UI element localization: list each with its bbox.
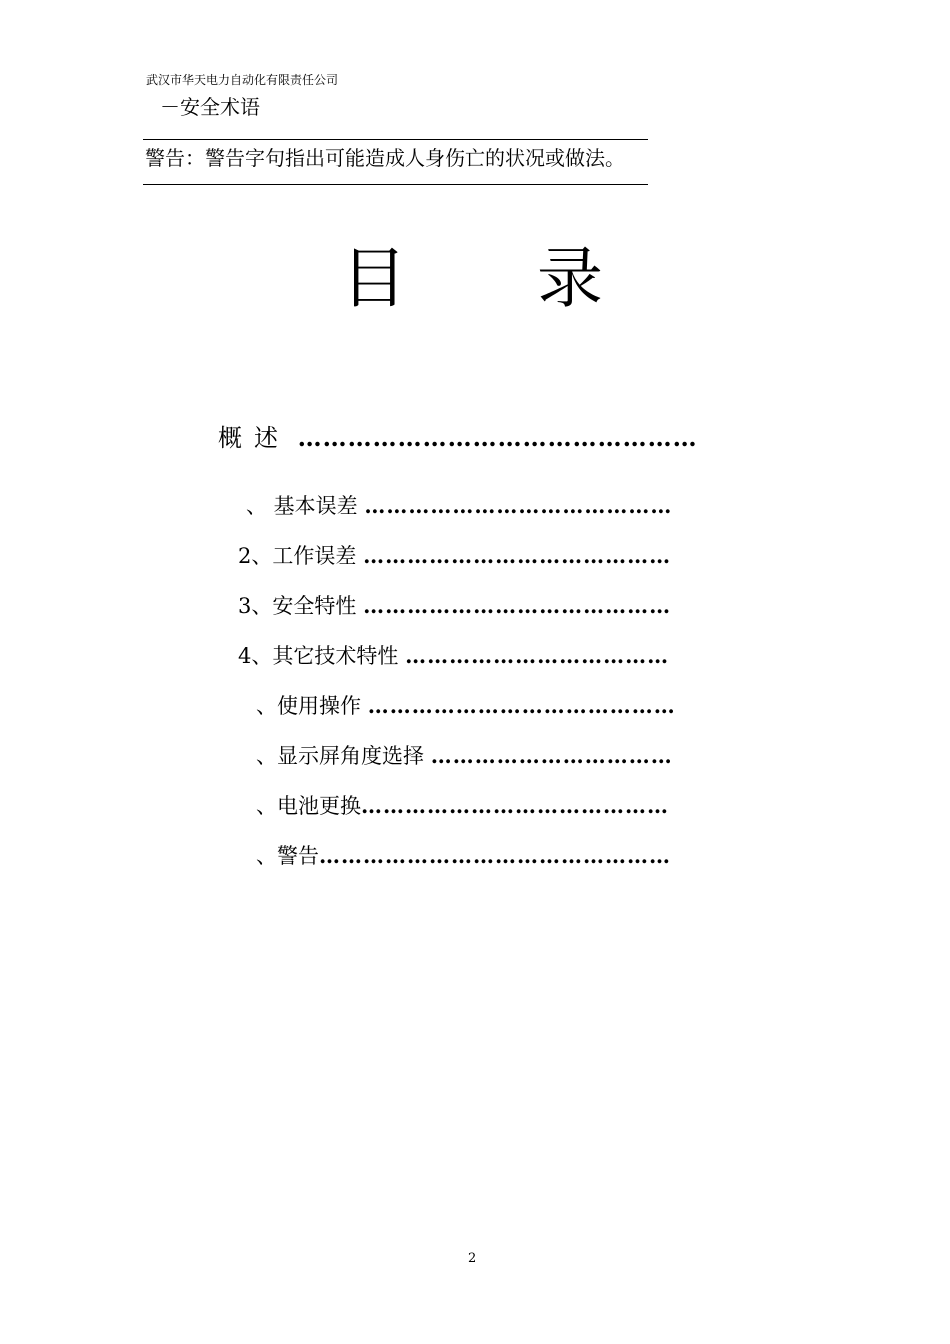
- toc-entry-label: 、警告: [256, 844, 319, 868]
- toc-entry[interactable]: [256, 791, 669, 821]
- warning-statement: 警告：警告字句指出可能造成人身伤亡的状况或做法。: [145, 146, 625, 170]
- toc-entry[interactable]: [256, 691, 676, 721]
- toc-leader-dots: ……………………………………: [364, 493, 673, 518]
- toc-leader-dots: …………………………………………: [319, 843, 671, 868]
- toc-leader-dots: ……………………………………: [361, 793, 669, 818]
- toc-leader-dots: ……………………………………: [363, 593, 672, 618]
- toc-entry[interactable]: [256, 741, 673, 771]
- toc-entry[interactable]: [246, 491, 672, 521]
- toc-entry[interactable]: [238, 641, 669, 671]
- toc-entry-label: 、使用操作: [256, 694, 361, 718]
- toc-entry-label: 4、其它技术特性: [238, 644, 399, 668]
- toc-entry-label: 3、安全特性: [238, 594, 357, 618]
- toc-entry[interactable]: [256, 841, 671, 871]
- toc-leader-dots: ……………………………: [430, 743, 673, 768]
- toc-entry[interactable]: [238, 591, 671, 621]
- company-name: 武汉市华天电力自动化有限责任公司: [146, 73, 339, 87]
- toc-entry-label: 、 基本误差: [246, 494, 358, 518]
- toc-leader-dots: ………………………………: [405, 643, 670, 668]
- toc-leader-dots: ……………………………………: [363, 543, 672, 568]
- toc-entry[interactable]: [238, 541, 671, 571]
- toc-entry-label: 概述: [218, 424, 290, 452]
- toc-heading: 目录: [341, 240, 733, 317]
- toc-entry-label: 2、工作误差: [238, 544, 357, 568]
- toc-entry-label: 、电池更换: [256, 794, 361, 818]
- page-number: 2: [468, 1251, 477, 1266]
- toc-main-entry[interactable]: [218, 421, 698, 455]
- warning-top-rule: [143, 139, 648, 140]
- toc-entry-label: 、显示屏角度选择: [256, 744, 424, 768]
- toc-leader-dots: …………………………………………: [297, 423, 698, 452]
- section-title: －安全术语: [160, 95, 260, 119]
- toc-leader-dots: ……………………………………: [367, 693, 676, 718]
- warning-bottom-rule: [143, 184, 648, 185]
